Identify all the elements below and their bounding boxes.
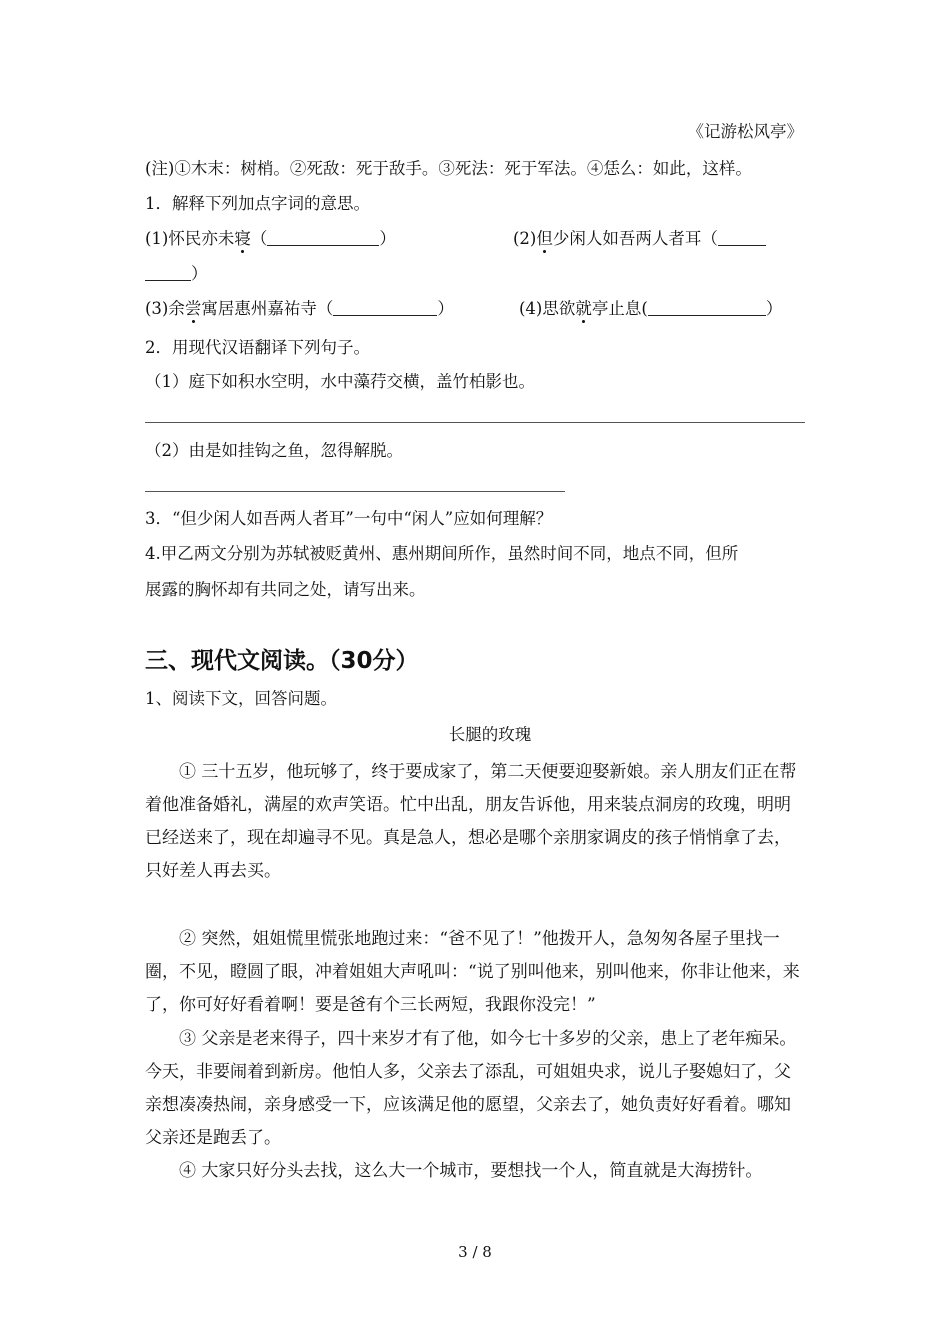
- paragraph-2: ② 突然，姐姐慌里慌张地跑过来：“爸不见了！”他拨开人，急匆匆各屋子里找一圈，不见，瞪圆了眼，冲着姐姐大声吼叫：“说了别叫他来，别叫他来，你非让他来，来了，你可好好看着啊！要是爸有个三长两短，我跟你没完！”: [145, 929, 800, 1015]
- question-2-sentence-2: （2）由是如挂钩之鱼，忽得解脱。: [145, 441, 403, 460]
- question-1-items-row1: [145, 228, 805, 250]
- paragraph-1: ① 三十五岁，他玩够了，终于要成家了，第二天便要迎娶新娘。亲人朋友们正在帮着他准备婚礼，满屋的欢声笑语。忙中出乱，朋友告诉他，用来装点洞房的玫瑰，明明已经送来了，现在却遍寻不见。真是急人，想必是哪个亲朋家调皮的孩子悄悄拿了去，只好差人再去买。: [145, 762, 797, 881]
- q1-item1: (1)怀民亦未寝（ ）: [145, 229, 396, 248]
- answer-blank-1[interactable]: [267, 229, 379, 246]
- answer-blank-4[interactable]: [648, 299, 766, 316]
- q1-item2: (2)但少闲人如吾两人者耳（: [513, 228, 766, 250]
- question-4-line-1: 4.甲乙两文分别为苏轼被贬黄州、惠州期间所作，虽然时间不同，地点不同，但所: [145, 544, 739, 563]
- answer-blank-2[interactable]: [718, 229, 766, 246]
- question-2-sentence-1: （1）庭下如积水空明，水中藻荇交横，盖竹柏影也。: [145, 372, 535, 391]
- answer-blank-2-cont[interactable]: [145, 264, 191, 281]
- q1-item4: (4)思欲就亭止息( ）: [519, 299, 783, 318]
- page-number: 3 / 8: [458, 1243, 492, 1261]
- question-1-stem: 1．解释下列加点字词的意思。: [145, 194, 370, 213]
- answer-line-2[interactable]: [145, 491, 565, 492]
- question-2-stem: 2．用现代汉语翻译下列句子。: [145, 338, 370, 357]
- emphasis-dot-char: 寝: [234, 229, 251, 248]
- question-1-items-row1-wrap: ）: [145, 263, 805, 285]
- paragraph-4: ④ 大家只好分头去找，这么大一个城市，要想找一个人，简直就是大海捞针。: [179, 1161, 763, 1181]
- answer-blank-3[interactable]: [333, 299, 437, 316]
- emphasis-dot-char: 尝: [184, 299, 202, 318]
- question-3: 3．“但少闲人如吾两人者耳”一句中“闲人”应如何理解？: [145, 509, 553, 528]
- answer-line-1[interactable]: [145, 422, 805, 423]
- source-title: 《记游松风亭》: [687, 122, 803, 141]
- q1-item3: (3)余尝寓居惠州嘉祐寺（ ）: [145, 299, 454, 318]
- notes-line: (注)①木末：树梢。②死敌：死于敌手。③死法：死于军法。④恁么：如此，这样。: [145, 159, 752, 178]
- article-title: 长腿的玫瑰: [448, 725, 532, 744]
- section-3-heading: 三、现代文阅读。（30分）: [145, 648, 419, 674]
- emphasis-dot-char: 就: [575, 299, 592, 318]
- question-4-line-2: 展露的胸怀却有共同之处，请写出来。: [145, 580, 426, 599]
- paragraph-3: ③ 父亲是老来得子，四十来岁才有了他，如今七十多岁的父亲，患上了老年痴呆。今天，非要闹着到新房。他怕人多，父亲去了添乱，可姐姐央求，说儿子娶媳妇了，父亲想凑凑热闹，亲身感受一下，应该满足他的愿望，父亲去了，她负责好好看着。哪知父亲还是跑丢了。: [145, 1029, 797, 1148]
- emphasis-dot-char: 但: [536, 229, 553, 248]
- section-3-question-1: 1、阅读下文，回答问题。: [145, 689, 337, 708]
- question-1-items-row2: [145, 298, 805, 320]
